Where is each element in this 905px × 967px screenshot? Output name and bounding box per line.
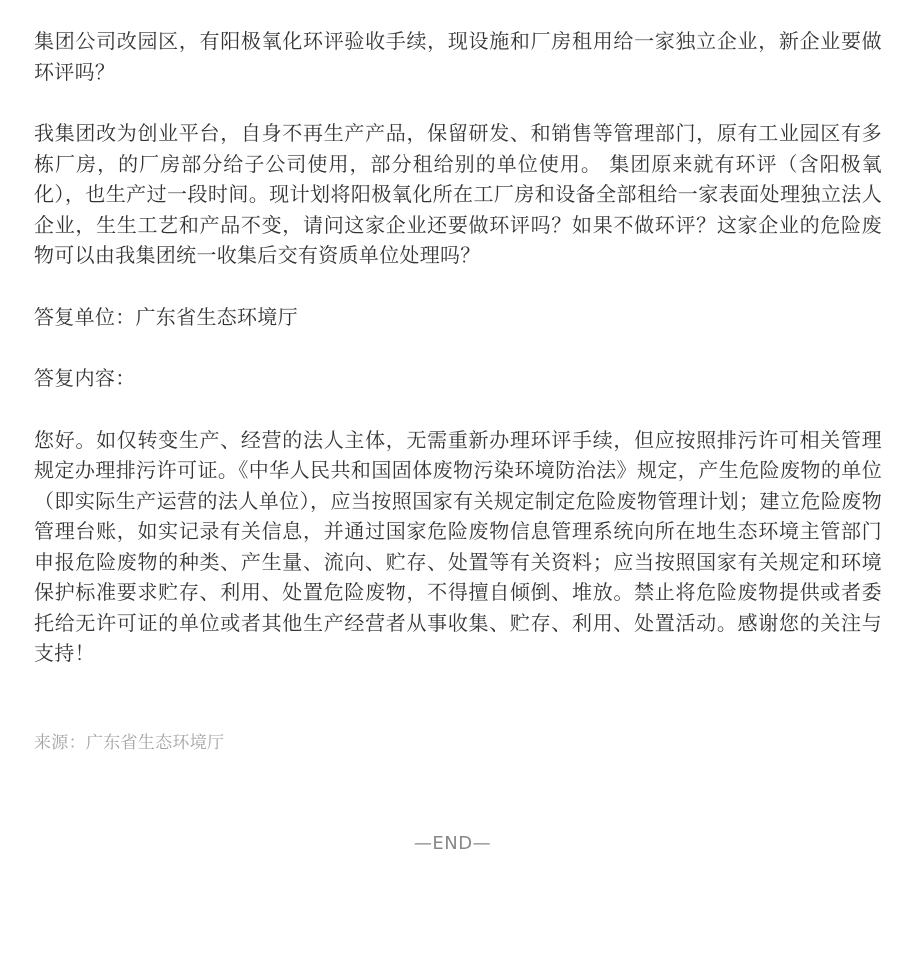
article-body: [34, 26, 882, 669]
paragraph-gap: [34, 332, 882, 363]
question-title: 集团公司改园区，有阳极氧化环评验收手续，现设施和厂房租用给一家独立企业，新企业要做环评吗？: [34, 29, 882, 84]
question-body: 我集团改为创业平台，自身不再生产产品，保留研发、和销售等管理部门，原有工业园区有多栋厂房，的厂房部分给子公司使用，部分租给别的单位使用。 集团原来就有环评（含阳极氧化），也生产过一段时间。现计划将阳极氧化所在工厂房和设备全部租给一家表面处理独立法人企业，生生工艺和产品不变，请问这家企业还要做环评吗？如果不做环评？这家企业的危险废物可以由我集团统一收集后交有资质单位处理吗？: [34, 121, 882, 267]
paragraph-gap: [34, 87, 882, 118]
end-marker: —END—: [413, 833, 492, 854]
paragraph-gap: [34, 394, 882, 425]
reply-body: 您好。如仅转变生产、经营的法人主体，无需重新办理环评手续，但应按照排污许可相关管理规定办理排污许可证。《中华人民共和国固体废物污染环境防治法》规定，产生危险废物的单位（即实际生产运营的法人单位），应当按照国家有关规定制定危险废物管理计划；建立危险废物管理台账，如实记录有关信息，并通过国家危险废物信息管理系统向所在地生态环境主管部门申报危险废物的种类、产生量、流向、贮存、处置等有关资料；应当按照国家有关规定和环境保护标准要求贮存、利用、处置危险废物，不得擅自倾倒、堆放。禁止将危险废物提供或者委托给无许可证的单位或者其他生产经营者从事收集、贮存、利用、处置活动。感谢您的关注与支持！: [34, 427, 882, 665]
reply-unit: 答复单位：广东省生态环境厅: [34, 304, 298, 329]
source-note: 来源：广东省生态环境厅: [34, 733, 225, 753]
paragraph-gap: [34, 271, 882, 302]
reply-content-label: 答复内容：: [34, 366, 136, 390]
